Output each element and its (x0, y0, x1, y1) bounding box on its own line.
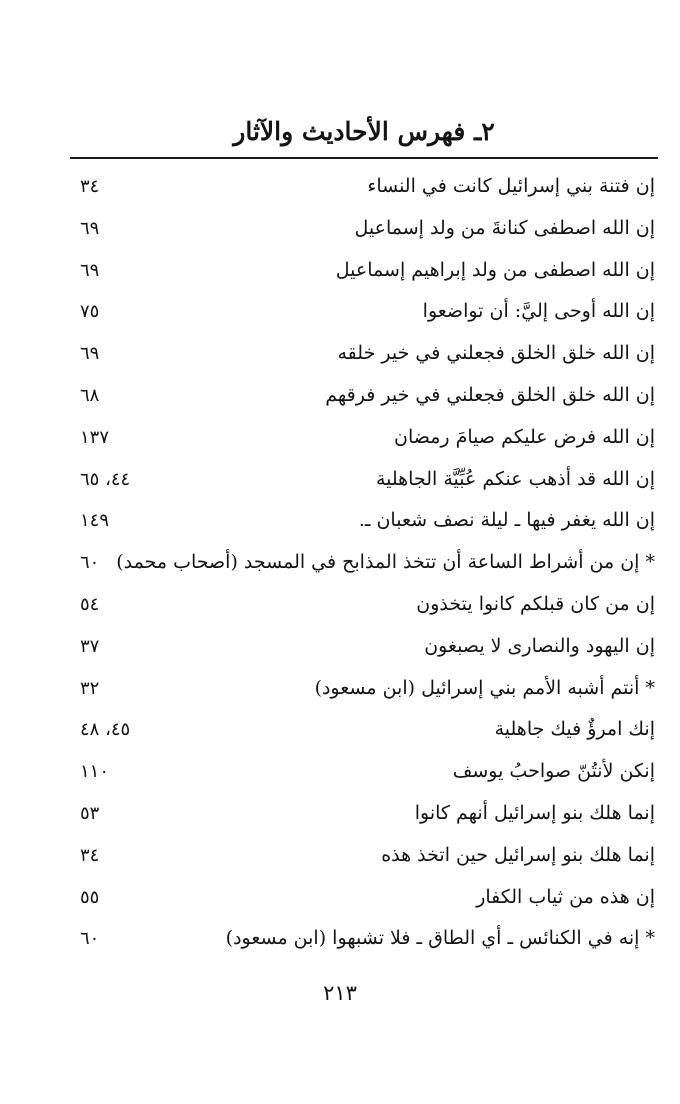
entry-text: إنكن لأنتُنّ صواحبُ يوسف (452, 760, 655, 783)
entry-pages: ٦٨ (80, 384, 100, 406)
title-rule (70, 157, 658, 159)
index-entry (70, 333, 655, 375)
entry-text: إنما هلك بنو إسرائيل أنهم كانوا (414, 801, 655, 824)
entry-text: إن الله خلق الخلق فجعلني في خير فرقهم (325, 383, 655, 406)
entry-text: إن من كان قبلكم كانوا يتخذون (416, 592, 655, 615)
entry-text: إن الله فرض عليكم صيامَ رمضان (394, 425, 655, 448)
entry-pages: ٦٠ (80, 552, 100, 574)
entry-text: إن الله اصطفى كنانةَ من ولد إسماعيل (354, 216, 655, 239)
entry-pages: ٥٤ (80, 593, 100, 615)
entry-pages: ٤٥، ٤٨ (80, 719, 131, 741)
index-entry (70, 250, 655, 292)
entry-text: إنما هلك بنو إسرائيل حين اتخذ هذه (381, 843, 655, 866)
index-entry (70, 668, 655, 710)
entry-text: إن الله يغفر فيها ـ ليلة نصف شعبان ـ. (358, 509, 655, 532)
entry-pages: ٧٥ (80, 301, 100, 323)
entry-text: إن الله اصطفى من ولد إبراهيم إسماعيل (335, 258, 655, 281)
entry-pages: ٦٩ (80, 217, 100, 239)
entry-text: إن الله خلق الخلق فجعلني في خير خلقه (337, 342, 655, 365)
index-entry (70, 291, 655, 333)
entry-pages: ٦٩ (80, 343, 100, 365)
entry-text: إن الله قد أذهب عنكم عُبِّيَّة الجاهلية (375, 467, 655, 490)
entry-pages: ١٤٩ (80, 510, 110, 532)
entry-pages: ٣٧ (80, 635, 100, 657)
entry-pages: ٦٩ (80, 259, 100, 281)
entry-text: إن هذه من ثياب الكفار (476, 885, 655, 908)
entry-text: * أنتم أشبه الأمم بني إسرائيل (ابن مسعود) (314, 676, 655, 699)
entry-pages: ٦٠ (80, 928, 100, 950)
index-entry (70, 166, 655, 208)
entry-text: إن الله أوحى إليَّ: أن تواضعوا (422, 300, 655, 323)
index-entry (70, 918, 655, 960)
index-entry (70, 626, 655, 668)
index-entries (70, 166, 655, 960)
index-entry (70, 835, 655, 877)
entry-pages: ٣٤ (80, 844, 100, 866)
index-entry (70, 542, 655, 584)
index-entry (70, 500, 655, 542)
index-entry (70, 375, 655, 417)
index-entry (70, 417, 655, 459)
entry-text: * إنه في الكنائس ـ أي الطاق ـ فلا تشبهوا (ابن مسعود) (225, 927, 655, 950)
entry-pages: ١٣٧ (80, 426, 110, 448)
index-entry (70, 459, 655, 501)
entry-text: إن فتنة بني إسرائيل كانت في النساء (367, 175, 655, 197)
index-entry (70, 877, 655, 919)
index-title: ٢ـ فهرس الأحاديث والآثار (233, 117, 495, 146)
entry-pages: ٥٥ (80, 886, 100, 908)
entry-text: إنك امرؤٌ فيك جاهلية (494, 718, 655, 741)
index-entry (70, 751, 655, 793)
entry-pages: ٣٤ (80, 176, 100, 197)
entry-text: إن اليهود والنصارى لا يصبغون (424, 634, 655, 657)
page-number: ٢١٣ (323, 981, 357, 1005)
entry-pages: ٤٤، ٦٥ (80, 468, 131, 490)
index-entry (70, 208, 655, 250)
entry-pages: ٥٣ (80, 802, 100, 824)
entry-text: * إن من أشراط الساعة أن تتخذ المذابح في المسجد (أصحاب محمد) (116, 551, 655, 574)
entry-pages: ٣٢ (80, 677, 100, 699)
index-entry (70, 584, 655, 626)
index-entry (70, 709, 655, 751)
entry-pages: ١١٠ (80, 761, 110, 783)
index-entry (70, 793, 655, 835)
